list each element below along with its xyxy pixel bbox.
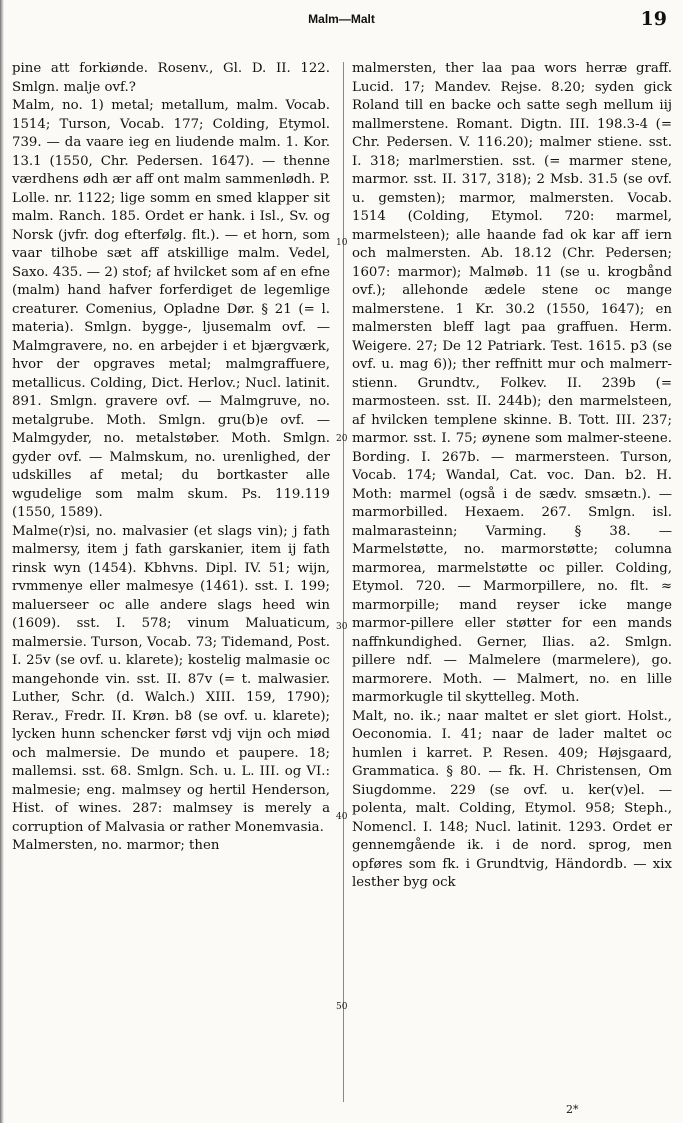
left-column: [12, 60, 330, 856]
line-number: 20: [336, 434, 348, 444]
line-number: 10: [336, 238, 348, 248]
page-gutter-shadow: [0, 0, 4, 1123]
page-number: 19: [640, 8, 667, 30]
entry-paragraph: pine att forkiønde. Rosenv., Gl. D. II. 122. Smlgn. malje ovf.?: [12, 61, 330, 95]
right-column: [352, 60, 672, 893]
page-header: [0, 8, 683, 34]
running-head: Malm—Malt: [308, 12, 375, 26]
line-number: 50: [336, 1002, 348, 1012]
entry-paragraph: malmersten, ther laa paa wors herræ graff. Lucid. 17; Mandev. Rejse. 8.20; syden gick Roland till en backe och satte segh mellum iij mallmerstene. Romant. Digtn. III. 198.3-4 (= Chr. Pedersen. V. 116.20); malmer stiene. sst. I. 318; marlmerstien. sst. (= marmer stene, marmor. sst. II. 317, 318); 2 Msb. 31.5 (se ovf. u. gemsten); marmor, malmersten. Vocab. 1514 (Colding, Etymol. 720: marmel, marmelsteen); alle haande fad ok kar aff iern och malmersten. Ab. 18.12 (Chr. Pedersen; 1607: marmor); Malmøb. 11 (se u. krogbånd ovf.); allehonde ædele stene oc mange malmerstene. 1 Kr. 30.2 (1550, 1647); en malmersten bleff lagt paa graffuen. Herm. Weigere. 27; De 12 Patriark. Test. 1615. p3 (se ovf. u. mag 6)); ther reffnitt mur och malmerr-stienn. Grundtv., Folkev. II. 239b (= marmosteen. sst. II. 244b); den marmelsteen, af hvilcken templene skinne. B. Tott. III. 237; marmor. sst. I. 75; øynene som malmer-steene. Bording. I. 267b. — marmersteen. Turson, Vocab. 174; Wandal, Cat. voc. Dan. b2. H. Moth: marmel (også i de sædv. smsætn.). — marmorbilled. Hexaem. 267. Smlgn. isl. malmarasteinn; Varming. § 38. — Marmelstøtte, no. marmorstøtte; columna marmorea, marmelstøtte oc piller. Colding, Etymol. 720. — Marmorpillere, no. flt. ≈ marmorpille; mand reyser icke mange marmor-pillere eller støtter for een mands naffnkundighed. Gerner, Ilias. a2. Smlgn. pillere ndf. — Malmelere (marmelere), go. marmorere. Moth. — Malmert, no. en lille marmorkugle til skyttelleg. Moth.: [352, 61, 672, 705]
entry-paragraph: Malme(r)si, no. malvasier (et slags vin); j fath malmersy, item j fath garskanier, item ij fath rinsk wyn (1454). Kbhvns. Dipl. IV. 51; wijn, rvmmenye eller malmesye (1461). sst. I. 199; maluerseer oc alle andere slags heed win (1609). sst. I. 578; vinum Maluaticum, malmersie. Turson, Vocab. 73; Tidemand, Post. I. 25v (se ovf. u. klarete); kostelig malmasie oc mangehonde vin. sst. II. 87v (= t. malwasier. Luther, Schr. (d. Walch.) XIII. 159, 1790); Rerav., Fredr. II. Krøn. b8 (se ovf. u. klarete); lycken hunn schencker først vdj vijn och miød och malmersie. De mundo et paupere. 18; mallemsi. sst. 68. Smlgn. Sch. u. L. III. og VI.: malmesie; eng. malmsey og hertil Henderson, Hist. of wines. 287: malmsey is merely a corruption of Malvasia or rather Monemvasia.: [12, 523, 330, 835]
line-number: 30: [336, 622, 348, 632]
entry-paragraph: Malm, no. 1) metal; metallum, malm. Vocab. 1514; Turson, Vocab. 177; Colding, Etymol. 739. — da vaare ieg en liudende malm. 1. Kor. 13.1 (1550, Chr. Pedersen. 1647). — thenne værdhens ødh ær aff ont malm sammenlødh. P. Lolle. nr. 1122; lige somm en smed klapper sit malm. Ranch. 185. Ordet er hank. i Isl., Sv. og Norsk (jvfr. dog efterfølg. flt.). — et horn, som vaar tilhobe sæt aff atskillige malm. Vedel, Saxo. 435. — 2) stof; af hvilcket som af en efne (malm) hand hafver forferdiget de legemlige creaturer. Comenius, Opladne Dør. § 21 (= l. materia). Smlgn. bygge-, ljusemalm ovf. — Malmgravere, no. en arbejder i et bjærgværk, hvor der opgraves metal; malmgraffuere, metallicus. Colding, Dict. Herlov.; Nucl. latinit. 891. Smlgn. gravere ovf. — Malmgruve, no. metalgrube. Moth. Smlgn. gru(b)e ovf. — Malmgyder, no. metalstøber. Moth. Smlgn. gyder ovf. — Malmskum, no. urenlighed, der udskilles af metal; du bortkaster alle wgudelige som malm skum. Ps. 119.119 (1550, 1589).: [12, 98, 330, 520]
column-divider: [343, 62, 344, 1102]
line-number: 40: [336, 812, 348, 822]
signature-mark: 2*: [566, 1103, 579, 1116]
entry-paragraph: Malmersten, no. marmor; then: [12, 838, 220, 853]
entry-paragraph: Malt, no. ik.; naar maltet er slet giort. Holst., Oeconomia. I. 41; naar de lader maltet oc humlen i karret. P. Resen. 409; Højsgaard, Grammatica. § 80. — fk. H. Christensen, Om Siugdomme. 229 (se ovf. u. ker(v)el. — polenta, malt. Colding, Etymol. 958; Steph., Nomencl. I. 148; Nucl. latinit. 1293. Ordet er gennemgående ik. i de nord. sprog, men opføres som fk. i Grundtvig, Händordb. — xix lesther byg ock: [352, 708, 672, 890]
